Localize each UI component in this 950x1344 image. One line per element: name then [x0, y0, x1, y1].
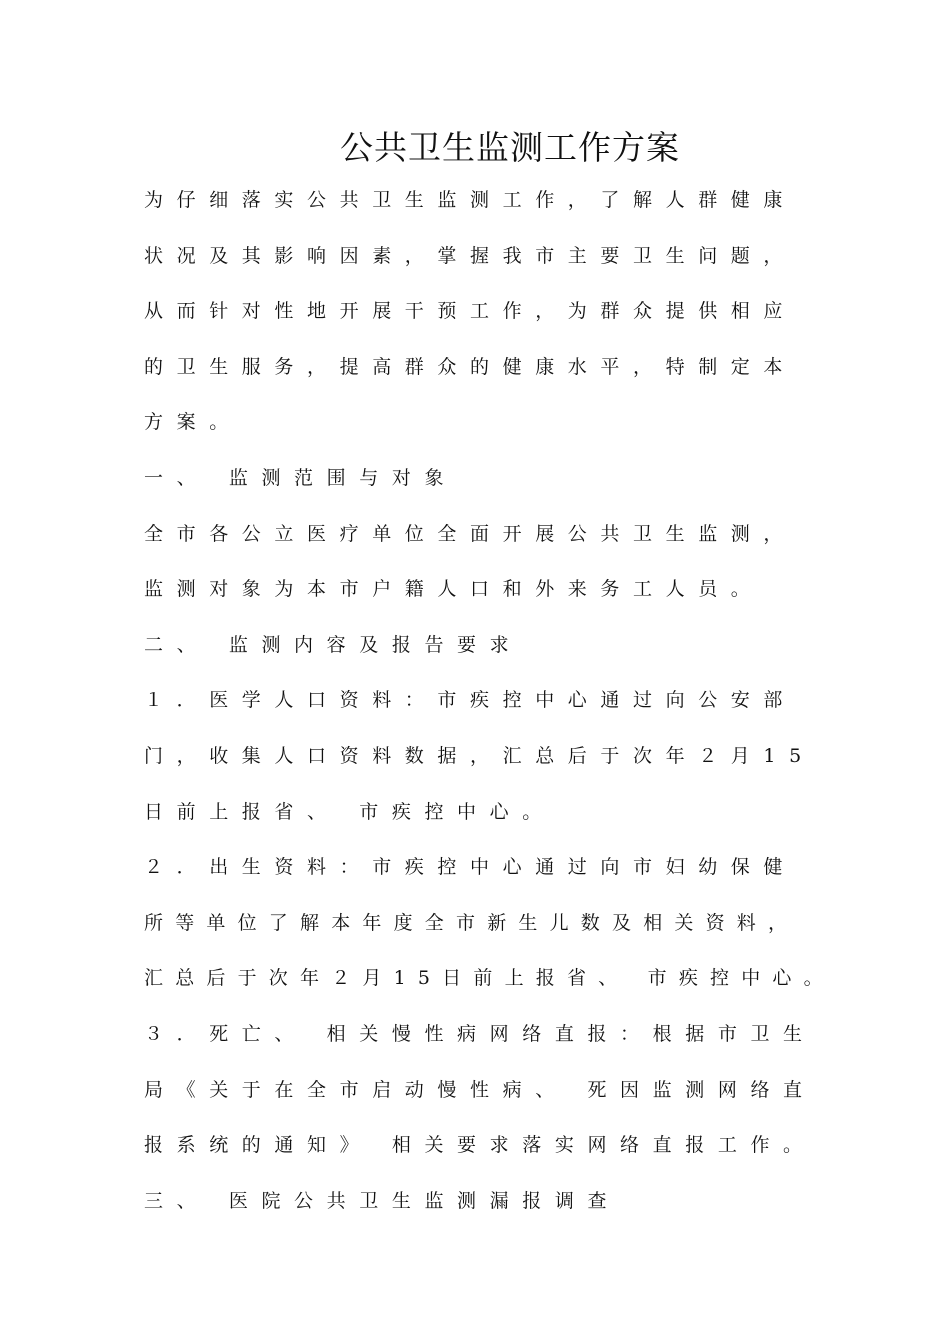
section-heading: 三、 医院公共卫生监测漏报调查: [144, 1189, 621, 1212]
paragraph-line: 状况及其影响因素，掌握我市主要卫生问题，: [144, 244, 797, 267]
list-item-line: 门，收集人口资料数据，汇总后于次年２月15: [144, 744, 815, 767]
list-item-line: ２．出生资料：市疾控中心通过向市妇幼保健: [144, 856, 797, 879]
section-heading: 二、 监测内容及报告要求: [144, 633, 523, 656]
list-item-line: ３．死亡、 相关慢性病网络直报：根据市卫生: [144, 1022, 816, 1045]
list-item-line: 汇总后于次年２月15日前上报省、 市疾控中心。: [144, 967, 835, 990]
paragraph-line: 监测对象为本市户籍人口和外来务工人员。: [144, 578, 764, 601]
list-item-line: １．医学人口资料：市疾控中心通过向公安部: [144, 689, 797, 712]
paragraph-line: 为仔细落实公共卫生监测工作，了解人群健康: [144, 189, 797, 211]
document-title: 公共卫生监测工作方案: [340, 128, 680, 167]
paragraph-line: 方案。: [144, 411, 242, 434]
section-heading: 一、 监测范围与对象: [144, 466, 458, 489]
list-item-line: 日前上报省、 市疾控中心。: [144, 800, 555, 823]
list-item-line: 所等单位了解本年度全市新生儿数及相关资料，: [144, 911, 800, 934]
list-item-line: 报系统的通知》 相关要求落实网络直报工作。: [144, 1134, 816, 1157]
paragraph-line: 的卫生服务，提高群众的健康水平，特制定本: [144, 355, 797, 378]
paragraph-line: 全市各公立医疗单位全面开展公共卫生监测，: [144, 522, 797, 545]
paragraph-line: 从而针对性地开展干预工作，为群众提供相应: [144, 300, 797, 323]
list-item-line: 局《关于在全市启动慢性病、 死因监测网络直: [144, 1078, 816, 1101]
document-body: [144, 185, 864, 1241]
